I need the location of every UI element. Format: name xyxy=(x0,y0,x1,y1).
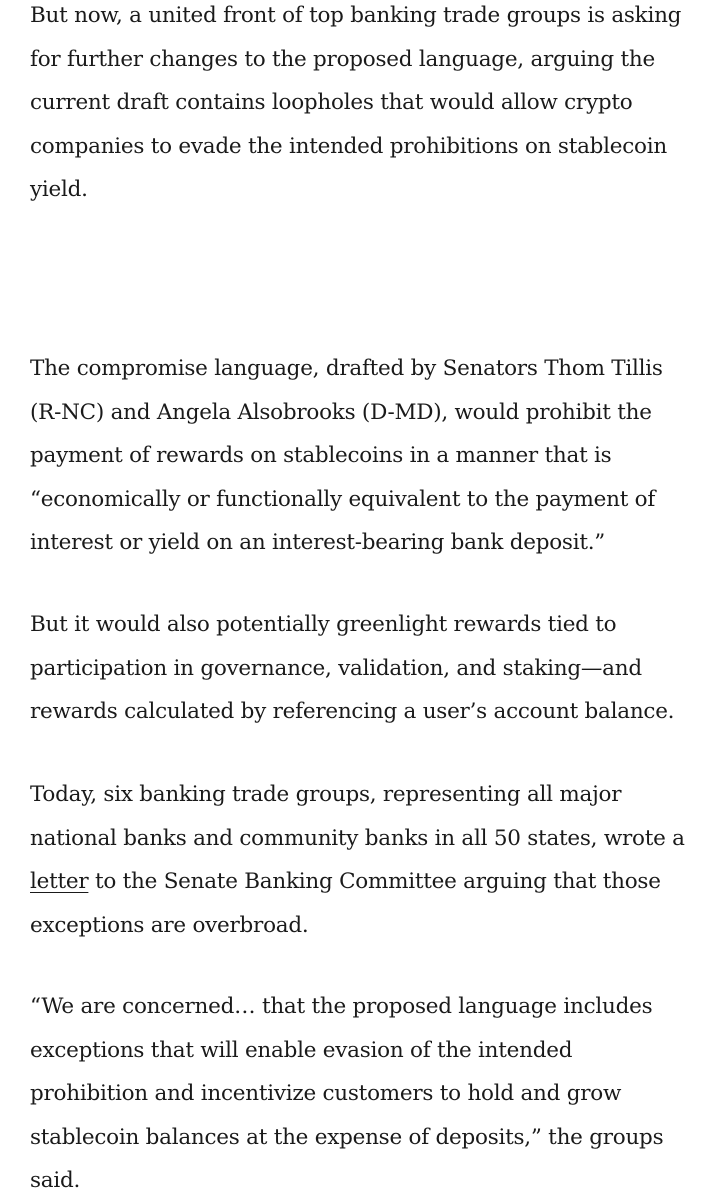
paragraph-4 xyxy=(30,773,695,947)
letter-link[interactable]: letter xyxy=(30,869,89,894)
paragraph-3: But it would also potentially greenlight rewards tied to participation in governance, validation, and staking—and rewards calculated by referencing a user’s account balance. xyxy=(30,612,675,724)
paragraph-2: The compromise language, drafted by Senators Thom Tillis (R-NC) and Angela Alsobrooks (D-MD), would prohibit the payment of rewards on stablecoins in a manner that is “economically or functionally equivalent to the payment of interest or yield on an interest-bearing bank deposit.” xyxy=(30,356,663,555)
paragraph-1: But now, a united front of top banking trade groups is asking for further changes to the proposed language, arguing the current draft contains loopholes that would allow crypto companies to evade the intended prohibitions on stablecoin yield. xyxy=(30,3,682,202)
paragraph-4-text-after-link: to the Senate Banking Committee arguing that those exceptions are overbroad. xyxy=(30,869,661,938)
paragraph-5: “We are concerned… that the proposed language includes exceptions that will enable evasion of the intended prohibition and incentivize customers to hold and grow stablecoin balances at the expense of deposits,” the groups said. xyxy=(30,994,664,1193)
paragraph-4-text-before-link: Today, six banking trade groups, representing all major national banks and community banks in all 50 states, wrote a xyxy=(30,782,685,851)
